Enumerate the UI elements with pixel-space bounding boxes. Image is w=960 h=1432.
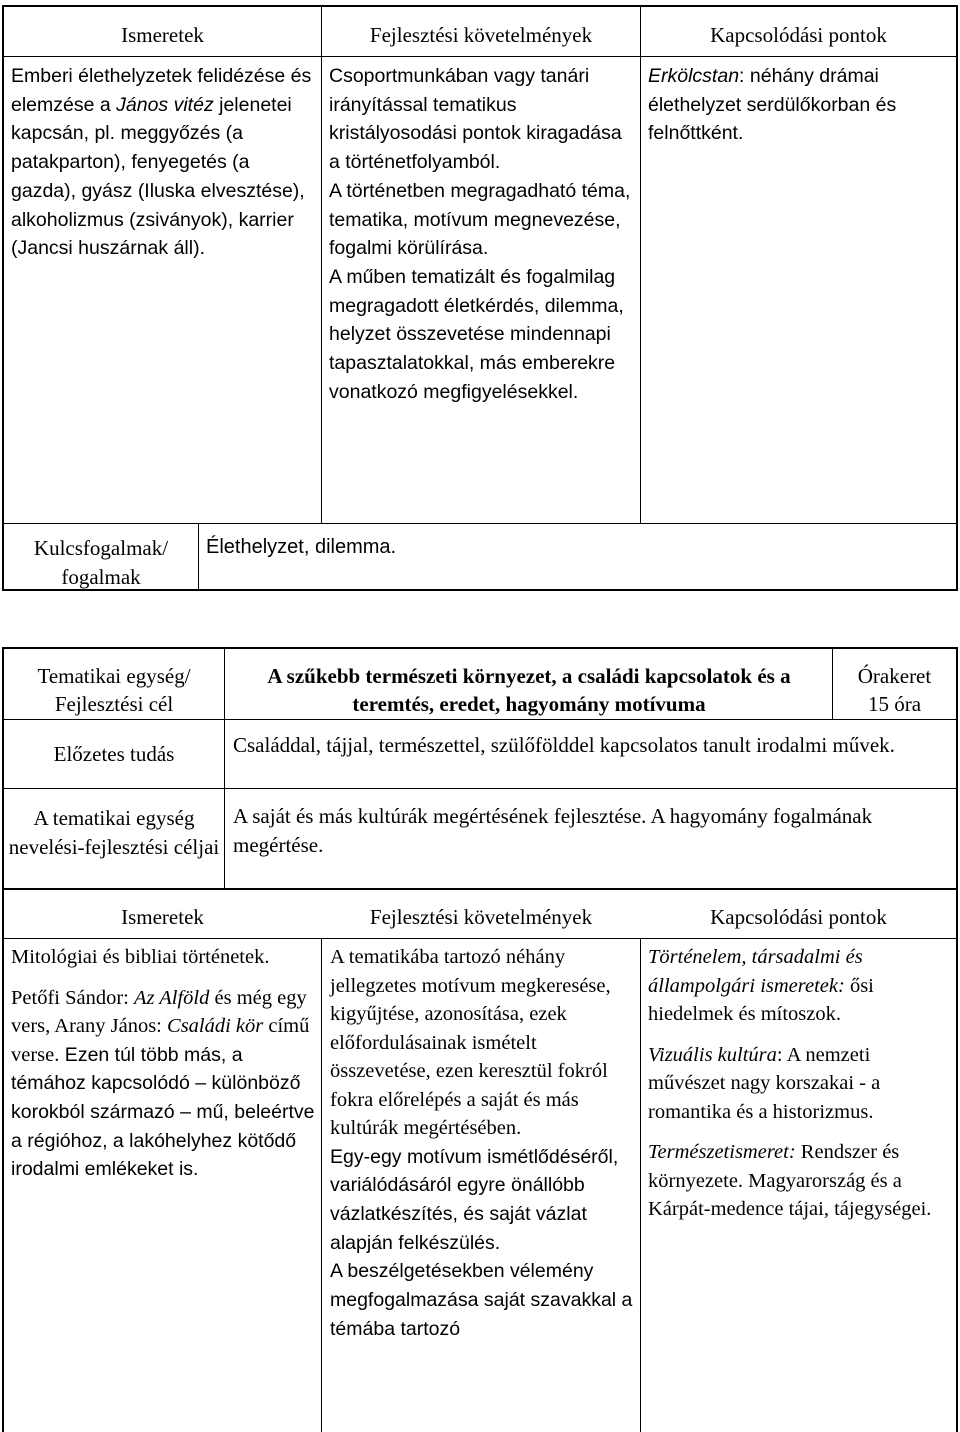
nevelesi-celok-label: A tematikai egység nevelési-fejlesztési céljai [8, 806, 220, 859]
column-header-ismeretek-2: Ismeretek [121, 905, 204, 929]
kapcsolodasi-cell-2: Történelem, társadalmi és állampolgári ismeretek: ősi hiedelmek és mítoszok. Vizuális kultúra: A nemzeti művészet nagy korszakai - a romantika és a historizmus. Természetismeret: Rendszer és környezete. Magyarország és a Kárpát-medence tájai, tájegységei. [648, 946, 932, 1220]
kulcsfogalmak-value: Élethelyzet, dilemma. [206, 536, 397, 558]
tematikai-egyseg-label: Tematikai egység/ Fejlesztési cél [37, 664, 191, 716]
elozetes-tudas-value: Családdal, tájjal, természettel, szülőfölddel kapcsolatos tanult irodalmi művek. [233, 733, 895, 757]
column-header-fejlesztesi-kovetelmenyek-2: Fejlesztési követelmények [369, 905, 593, 929]
nevelesi-celok-value: A saját és más kultúrák megértésének fejlesztése. A hagyomány fogalmának megértése. [233, 804, 873, 857]
column-header-kapcsolodasi-pontok-2: Kapcsolódási pontok [710, 905, 887, 929]
column-header-kapcsolodasi-pontok: Kapcsolódási pontok [710, 23, 887, 47]
fejlesztesi-cell: Csoportmunkában vagy tanári irányítással tematikus kristályosodási pontok kiragadása a történetfolyamból. A történetben megragadható téma, tematika, motívum megnevezése, fogalmi körülírása. A műben tematizált és fogalmilag megragadott életkérdés, dilemma, helyzet összevetése mindennapi tapasztalatokkal, más emberekre vonatkozó megfigyelésekkel. [329, 65, 631, 403]
orakeret-label: Órakeret [857, 664, 932, 688]
kapcsolodasi-cell: Erkölcstan: néhány drámai élethelyzet serdülőkorban és felnőttként. [648, 65, 897, 145]
kulcsfogalmak-label: Kulcsfogalmak/ fogalmak [33, 536, 169, 589]
column-header-ismeretek: Ismeretek [121, 23, 204, 47]
tematikai-egyseg-title: A szűkebb természeti környezet, a családi kapcsolatok és a teremtés, eredet, hagyomány motívuma [267, 664, 791, 716]
orakeret-value: 15 óra [867, 692, 922, 716]
ismeretek-cell: Emberi élethelyzetek felidézése és elemzése a János vitéz jelenetei kapcsán, pl. meggyőzés (a patakparton), fenyegetés (a gazda), gyász (Iluska elvesztése), alkoholizmus (zsiványok), karrier (Jancsi huszárnak áll). [11, 65, 312, 260]
fejlesztesi-cell-2: A tematikába tartozó néhány jellegzetes motívum megkeresése, kigyűjtése, azonosítása, ezek előfordulásainak ismételt összevetése, ezen keresztül fokról fokra előrelépés a saját és más kultúrák megértésében. Egy-egy motívum ismétlődéséről, variálódásáról egyre önállóbb vázlatkészítés, és saját vázlat alapján felkészülés. A beszélgetésekben vélemény megfogalmazása saját szavakkal a témába tartozó [330, 946, 633, 1340]
ismeretek-cell-2: Mitológiai és bibliai történetek. Petőfi Sándor: Az Alföld és még egy vers, Arany János: Családi kör című verse. Ezen túl több más, a témához kapcsolódó – különböző korokból származó – mű, beleértve a régióhoz, a lakóhelyhez kötődő irodalmi emlékeket is. [11, 946, 315, 1181]
column-header-fejlesztesi-kovetelmenyek: Fejlesztési követelmények [369, 23, 593, 47]
elozetes-tudas-label: Előzetes tudás [53, 742, 175, 766]
